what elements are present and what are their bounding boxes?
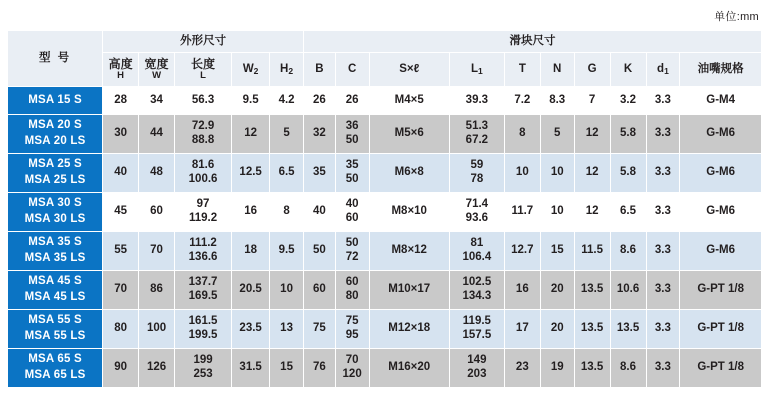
data-cell: 13.5 — [610, 310, 646, 349]
data-cell: 13.5 — [574, 349, 610, 388]
data-value: 35 — [345, 159, 359, 172]
model-name: MSA 35 S — [28, 236, 82, 249]
model-name: MSA 20 S — [28, 119, 82, 132]
data-cell: 3.3 — [646, 154, 680, 193]
data-cell: 40 — [304, 193, 336, 232]
table-row — [8, 271, 762, 310]
data-value: 72 — [345, 251, 359, 263]
data-cell: 15 — [270, 349, 304, 388]
data-cell: G-M6 — [680, 232, 762, 271]
data-cell: 8.6 — [610, 232, 646, 271]
table-row — [8, 87, 762, 115]
data-cell — [335, 232, 369, 271]
data-value: 70 — [345, 354, 359, 367]
data-cell: 11.5 — [574, 232, 610, 271]
data-cell: 23.5 — [232, 310, 270, 349]
data-cell: 8.6 — [610, 349, 646, 388]
data-cell: 19 — [540, 349, 574, 388]
header-col-height — [103, 53, 139, 87]
header-col-h2-sub: 2 — [288, 65, 294, 76]
data-cell — [335, 349, 369, 388]
data-cell: 17 — [504, 310, 540, 349]
data-cell: M16×20 — [369, 349, 449, 388]
data-value: 60 — [345, 212, 359, 224]
data-value: 106.4 — [462, 251, 492, 263]
model-cell — [8, 232, 103, 271]
data-cell: 45 — [103, 193, 139, 232]
data-cell: 31.5 — [232, 349, 270, 388]
data-cell: 12 — [574, 193, 610, 232]
model-name: MSA 25 S — [28, 158, 82, 171]
data-value: 75 — [345, 315, 359, 328]
header-col-w2-sub: 2 — [253, 65, 259, 76]
table-row — [8, 193, 762, 232]
data-cell: 75 — [304, 310, 336, 349]
header-col-d1-sub: 1 — [664, 65, 669, 76]
data-value: 36 — [345, 120, 359, 133]
data-cell: 10 — [270, 271, 304, 310]
data-cell: 12.7 — [504, 232, 540, 271]
data-cell: 13.5 — [574, 310, 610, 349]
data-cell: G-PT 1/8 — [680, 271, 762, 310]
data-cell: 86 — [139, 271, 175, 310]
data-cell — [175, 193, 232, 232]
data-value: 50 — [345, 134, 359, 146]
data-cell: 76 — [304, 349, 336, 388]
data-cell: 32 — [304, 115, 336, 154]
data-cell: 5 — [270, 115, 304, 154]
data-cell: 60 — [304, 271, 336, 310]
data-cell: 13 — [270, 310, 304, 349]
table-row — [8, 232, 762, 271]
header-col-l1 — [449, 53, 504, 87]
data-cell: G-M6 — [680, 193, 762, 232]
data-cell: M8×10 — [369, 193, 449, 232]
data-value: 136.6 — [188, 251, 218, 263]
data-cell — [175, 154, 232, 193]
data-cell: 12.5 — [232, 154, 270, 193]
header-col-length-sub: L — [200, 70, 206, 82]
header-col-d1 — [646, 53, 680, 87]
data-cell: 35 — [304, 154, 336, 193]
header-col-width-main: 宽度 — [144, 56, 169, 71]
data-cell — [449, 232, 504, 271]
table-body — [8, 87, 762, 388]
data-cell: M6×8 — [369, 154, 449, 193]
data-value: 60 — [345, 276, 359, 289]
data-cell: 10.6 — [610, 271, 646, 310]
data-value: 137.7 — [188, 276, 218, 289]
data-cell: 40 — [103, 154, 139, 193]
data-cell: 8 — [504, 115, 540, 154]
model-name: MSA 20 LS — [24, 135, 86, 147]
model-name: MSA 55 S — [28, 314, 82, 327]
data-cell: 7 — [574, 87, 610, 115]
data-cell: 11.7 — [504, 193, 540, 232]
data-value: 93.6 — [465, 212, 489, 224]
data-cell: 12 — [232, 115, 270, 154]
data-value: 169.5 — [188, 290, 218, 302]
header-col-l1-sub: 1 — [478, 65, 483, 76]
data-value: 119.5 — [462, 315, 491, 328]
model-name: MSA 30 LS — [24, 213, 86, 225]
data-cell — [335, 193, 369, 232]
data-cell: 9.5 — [232, 87, 270, 115]
model-cell — [8, 349, 103, 388]
header-col-width — [139, 53, 175, 87]
data-value: 51.3 — [465, 120, 489, 133]
data-cell: 15 — [540, 232, 574, 271]
table-row — [8, 310, 762, 349]
data-cell: 8.3 — [540, 87, 574, 115]
header-model: 型 号 — [8, 31, 103, 87]
data-cell — [449, 193, 504, 232]
model-cell — [8, 87, 103, 115]
data-value: 120 — [342, 368, 362, 380]
header-col-g: G — [574, 53, 610, 87]
data-cell: 70 — [139, 232, 175, 271]
header-col-height-main: 高度 — [108, 56, 133, 71]
data-value: 134.3 — [462, 290, 492, 302]
data-value: 78 — [470, 173, 484, 185]
model-cell — [8, 115, 103, 154]
table-row — [8, 349, 762, 388]
data-cell — [449, 154, 504, 193]
data-value: 149 — [467, 354, 487, 367]
data-cell: 9.5 — [270, 232, 304, 271]
data-value: 199 — [193, 354, 213, 367]
data-cell: 70 — [103, 271, 139, 310]
data-cell: 10 — [540, 154, 574, 193]
header-col-h2 — [270, 53, 304, 87]
data-cell: 44 — [139, 115, 175, 154]
table-row — [8, 154, 762, 193]
data-cell: G-M4 — [680, 87, 762, 115]
header-sub-row — [8, 53, 762, 87]
data-value: 40 — [345, 198, 359, 211]
data-cell: 20 — [540, 310, 574, 349]
model-name: MSA 35 LS — [24, 252, 86, 264]
header-col-w2 — [232, 53, 270, 87]
data-cell — [449, 310, 504, 349]
header-col-d1-main: d — [657, 62, 665, 75]
model-name: MSA 45 S — [28, 275, 82, 288]
header-col-l1-main: L — [470, 62, 479, 75]
data-cell — [335, 115, 369, 154]
header-col-n: N — [540, 53, 574, 87]
data-cell: 10 — [504, 154, 540, 193]
data-value: 95 — [345, 329, 359, 341]
data-cell: M10×17 — [369, 271, 449, 310]
data-cell: 48 — [139, 154, 175, 193]
data-cell — [449, 115, 504, 154]
data-cell: 28 — [103, 87, 139, 115]
data-cell: 55 — [103, 232, 139, 271]
header-col-width-sub: W — [152, 70, 162, 82]
data-cell: G-M6 — [680, 154, 762, 193]
data-cell: 60 — [139, 193, 175, 232]
model-name: MSA 25 LS — [24, 174, 86, 186]
data-cell: 6.5 — [610, 193, 646, 232]
header-col-sxl: S×ℓ — [369, 53, 449, 87]
data-cell: 6.5 — [270, 154, 304, 193]
data-cell: 5 — [540, 115, 574, 154]
data-cell: 3.3 — [646, 115, 680, 154]
data-cell: 10 — [540, 193, 574, 232]
header-col-c: C — [335, 53, 369, 87]
data-cell: 3.3 — [646, 310, 680, 349]
header-col-h2-main: H — [280, 62, 289, 75]
specification-table — [7, 30, 762, 388]
data-cell — [335, 310, 369, 349]
model-cell — [8, 154, 103, 193]
header-col-k: K — [610, 53, 646, 87]
data-cell: 50 — [304, 232, 336, 271]
data-cell: 12 — [574, 154, 610, 193]
data-cell: 80 — [103, 310, 139, 349]
data-cell: 20 — [540, 271, 574, 310]
data-value: 67.2 — [465, 134, 489, 146]
model-name: MSA 55 LS — [24, 330, 86, 342]
model-name: MSA 65 LS — [24, 369, 86, 381]
data-value: 72.9 — [191, 120, 215, 133]
data-cell: 56.3 — [175, 87, 232, 115]
model-name: MSA 65 S — [28, 353, 82, 366]
data-cell: 23 — [504, 349, 540, 388]
data-value: 71.4 — [465, 198, 489, 211]
data-cell: 30 — [103, 115, 139, 154]
data-cell: M12×18 — [369, 310, 449, 349]
data-cell: 90 — [103, 349, 139, 388]
data-cell: 39.3 — [449, 87, 504, 115]
data-cell — [175, 271, 232, 310]
data-cell: 5.8 — [610, 154, 646, 193]
header-col-t: T — [504, 53, 540, 87]
data-value: 81.6 — [191, 159, 215, 172]
model-cell — [8, 193, 103, 232]
data-cell: 3.2 — [610, 87, 646, 115]
data-cell: M5×6 — [369, 115, 449, 154]
header-col-nipple: 油嘴规格 — [680, 53, 762, 87]
data-value: 88.8 — [191, 134, 215, 146]
data-cell: 18 — [232, 232, 270, 271]
data-cell: 4.2 — [270, 87, 304, 115]
header-col-height-sub: H — [117, 70, 125, 82]
data-cell: 12 — [574, 115, 610, 154]
data-cell — [449, 271, 504, 310]
data-cell: 3.3 — [646, 193, 680, 232]
data-cell — [335, 154, 369, 193]
data-cell: 100 — [139, 310, 175, 349]
data-cell: 13.5 — [574, 271, 610, 310]
header-col-b: B — [304, 53, 336, 87]
data-cell: 8 — [270, 193, 304, 232]
model-name: MSA 30 S — [28, 197, 82, 210]
data-cell — [449, 349, 504, 388]
data-value: 111.2 — [189, 237, 217, 250]
header-group-outer: 外形尺寸 — [103, 31, 304, 53]
data-cell: 3.3 — [646, 232, 680, 271]
data-value: 199.5 — [188, 329, 218, 341]
data-value: 161.5 — [188, 315, 218, 328]
data-cell: M8×12 — [369, 232, 449, 271]
data-value: 119.2 — [188, 212, 218, 224]
data-value: 157.5 — [462, 329, 492, 341]
model-cell — [8, 310, 103, 349]
data-cell: 126 — [139, 349, 175, 388]
header-group-row — [8, 31, 762, 53]
model-cell — [8, 271, 103, 310]
data-cell — [175, 310, 232, 349]
header-col-w2-main: W — [242, 62, 254, 75]
data-value: 50 — [345, 237, 359, 250]
data-value: 100.6 — [188, 173, 218, 185]
data-cell: G-PT 1/8 — [680, 310, 762, 349]
data-cell: 16 — [232, 193, 270, 232]
data-value: 97 — [196, 198, 210, 211]
data-cell: 20.5 — [232, 271, 270, 310]
data-cell — [175, 115, 232, 154]
data-cell: G-M6 — [680, 115, 762, 154]
data-value: 253 — [193, 368, 213, 380]
data-cell: 26 — [335, 87, 369, 115]
header-group-slider: 滑块尺寸 — [304, 31, 762, 53]
header-col-length-main: 长度 — [191, 56, 216, 71]
data-cell: 34 — [139, 87, 175, 115]
data-value: 80 — [345, 290, 359, 302]
data-value: 81 — [470, 237, 484, 250]
data-cell: 3.3 — [646, 87, 680, 115]
data-cell: 7.2 — [504, 87, 540, 115]
header-col-length — [175, 53, 232, 87]
data-cell: 3.3 — [646, 349, 680, 388]
data-value: 203 — [467, 368, 487, 380]
data-value: 50 — [345, 173, 359, 185]
unit-note: 单位:mm — [714, 11, 759, 23]
data-cell: 16 — [504, 271, 540, 310]
data-cell: G-PT 1/8 — [680, 349, 762, 388]
data-cell — [175, 349, 232, 388]
data-value: 102.5 — [462, 276, 492, 289]
table-row — [8, 115, 762, 154]
model-name: MSA 45 LS — [24, 291, 86, 303]
data-value: 59 — [470, 159, 484, 172]
data-cell: M4×5 — [369, 87, 449, 115]
data-cell: 26 — [304, 87, 336, 115]
data-cell: 5.8 — [610, 115, 646, 154]
model-name: MSA 15 S — [28, 93, 82, 106]
data-cell — [175, 232, 232, 271]
data-cell — [335, 271, 369, 310]
data-cell: 3.3 — [646, 271, 680, 310]
